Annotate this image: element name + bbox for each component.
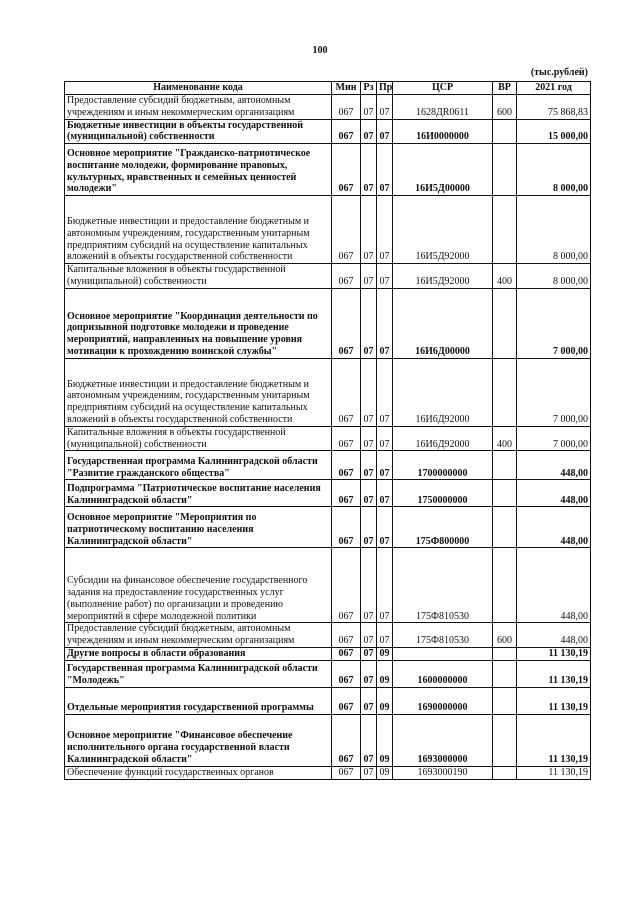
row-csr-cell: 1628ДR0611 (393, 95, 493, 120)
row-pr-cell: 07 (377, 480, 393, 507)
row-vr-cell (493, 507, 517, 548)
row-rz-cell: 07 (361, 451, 377, 480)
header-year: 2021 год (517, 82, 591, 95)
row-vr-cell (493, 119, 517, 144)
row-name-cell: Бюджетные инвестиции и предоставление бюджетным и автономным учреждениям, государственным унитарным предприятиям субсидий на осуществление капитальных вложений в объекты государственной собственности (65, 196, 332, 264)
row-name-cell: Обеспечение функций государственных органов (65, 766, 332, 779)
row-min-cell: 067 (332, 451, 361, 480)
row-rz-cell: 07 (361, 426, 377, 451)
row-vr-cell: 600 (493, 95, 517, 120)
row-pr-cell: 09 (377, 766, 393, 779)
row-rz-cell: 07 (361, 660, 377, 687)
row-vr-cell (493, 548, 517, 623)
row-name-cell: Другие вопросы в области образования (65, 647, 332, 660)
row-vr-cell (493, 660, 517, 687)
page-number: 100 (312, 45, 328, 56)
row-rz-cell: 07 (361, 144, 377, 196)
row-csr-cell: 1600000000 (393, 660, 493, 687)
row-name-cell: Основное мероприятие "Мероприятия по патриотическому воспитанию населения Калининградской области" (65, 507, 332, 548)
row-vr-cell: 400 (493, 426, 517, 451)
table-row (65, 623, 591, 648)
row-csr-cell: 16И5Д92000 (393, 264, 493, 289)
units-label: (тыс.рублей) (530, 67, 588, 78)
row-vr-cell (493, 766, 517, 779)
row-pr-cell: 07 (377, 264, 393, 289)
row-rz-cell: 07 (361, 647, 377, 660)
row-min-cell: 067 (332, 647, 361, 660)
row-vr-cell: 400 (493, 264, 517, 289)
header-name: Наименование кода (65, 82, 332, 95)
row-pr-cell: 07 (377, 548, 393, 623)
row-name-cell: Капитальные вложения в объекты государственной (муниципальной) собственности (65, 264, 332, 289)
row-csr-cell: 175Ф810530 (393, 548, 493, 623)
row-csr-cell: 16И6Д92000 (393, 358, 493, 426)
table-row (65, 95, 591, 120)
row-name-cell: Капитальные вложения в объекты государственной (муниципальной) собственности (65, 426, 332, 451)
table-row (65, 548, 591, 623)
row-name-cell: Бюджетные инвестиции в объекты государственной (муниципальной) собственности (65, 119, 332, 144)
row-csr-cell (393, 647, 493, 660)
row-rz-cell: 07 (361, 714, 377, 766)
row-rz-cell: 07 (361, 687, 377, 714)
row-min-cell: 067 (332, 687, 361, 714)
row-rz-cell: 07 (361, 95, 377, 120)
row-vr-cell: 600 (493, 623, 517, 648)
row-amount-cell: 448,00 (517, 623, 591, 648)
row-csr-cell: 16И5Д92000 (393, 196, 493, 264)
row-min-cell: 067 (332, 196, 361, 264)
row-pr-cell: 09 (377, 647, 393, 660)
row-min-cell: 067 (332, 426, 361, 451)
header-csr: ЦСР (393, 82, 493, 95)
header-pr: Пр (377, 82, 393, 95)
table-row (65, 119, 591, 144)
row-vr-cell (493, 480, 517, 507)
header-vr: ВР (493, 82, 517, 95)
row-pr-cell: 07 (377, 95, 393, 120)
row-rz-cell: 07 (361, 288, 377, 358)
row-name-cell: Предоставление субсидий бюджетным, автономным учреждениям и иным некоммерческим организациям (65, 95, 332, 120)
row-amount-cell: 11 130,19 (517, 714, 591, 766)
row-name-cell: Предоставление субсидий бюджетным, автономным учреждениям и иным некоммерческим организациям (65, 623, 332, 648)
row-vr-cell (493, 196, 517, 264)
row-amount-cell: 7 000,00 (517, 358, 591, 426)
row-csr-cell: 16И5Д00000 (393, 144, 493, 196)
table-header-row (65, 82, 591, 95)
row-vr-cell (493, 451, 517, 480)
table-row (65, 687, 591, 714)
row-amount-cell: 7 000,00 (517, 288, 591, 358)
row-vr-cell (493, 144, 517, 196)
row-amount-cell: 11 130,19 (517, 647, 591, 660)
row-min-cell: 067 (332, 95, 361, 120)
table-row (65, 660, 591, 687)
row-name-cell: Государственная программа Калининградской области "Молодежь" (65, 660, 332, 687)
row-csr-cell: 1690000000 (393, 687, 493, 714)
row-amount-cell: 8 000,00 (517, 144, 591, 196)
table-row (65, 766, 591, 779)
row-vr-cell (493, 288, 517, 358)
row-vr-cell (493, 687, 517, 714)
row-amount-cell: 448,00 (517, 451, 591, 480)
row-amount-cell: 448,00 (517, 507, 591, 548)
row-min-cell: 067 (332, 507, 361, 548)
table-row (65, 144, 591, 196)
row-name-cell: Основное мероприятие "Координация деятельности по допризывной подготовке молодежи и проведение мероприятий, направленных на повышение уровня мотивации к прохождению воинской службы" (65, 288, 332, 358)
row-rz-cell: 07 (361, 264, 377, 289)
row-rz-cell: 07 (361, 196, 377, 264)
row-name-cell: Субсидии на финансовое обеспечение государственного задания на предоставление государственных услуг (выполнение работ) по организации и проведению мероприятий в сфере молодежной политики (65, 548, 332, 623)
row-pr-cell: 07 (377, 426, 393, 451)
header-min: Мин (332, 82, 361, 95)
row-csr-cell: 1693000000 (393, 714, 493, 766)
table-row (65, 358, 591, 426)
budget-table (64, 81, 591, 780)
row-vr-cell (493, 647, 517, 660)
row-rz-cell: 07 (361, 766, 377, 779)
row-rz-cell: 07 (361, 507, 377, 548)
row-csr-cell: 16И6Д00000 (393, 288, 493, 358)
table-row (65, 426, 591, 451)
row-csr-cell: 175Ф810530 (393, 623, 493, 648)
row-min-cell: 067 (332, 480, 361, 507)
row-csr-cell: 1750000000 (393, 480, 493, 507)
row-pr-cell: 09 (377, 660, 393, 687)
table-row (65, 288, 591, 358)
row-amount-cell: 15 000,00 (517, 119, 591, 144)
row-pr-cell: 09 (377, 687, 393, 714)
row-amount-cell: 75 868,83 (517, 95, 591, 120)
row-name-cell: Бюджетные инвестиции и предоставление бюджетным и автономным учреждениям, государственным унитарным предприятиям субсидий на осуществление капитальных вложений в объекты государственной собственности (65, 358, 332, 426)
row-amount-cell: 11 130,19 (517, 687, 591, 714)
row-pr-cell: 07 (377, 358, 393, 426)
table-row (65, 647, 591, 660)
row-csr-cell: 16И6Д92000 (393, 426, 493, 451)
table-row (65, 507, 591, 548)
row-amount-cell: 448,00 (517, 480, 591, 507)
row-amount-cell: 11 130,19 (517, 766, 591, 779)
table-row (65, 264, 591, 289)
table-row (65, 451, 591, 480)
row-pr-cell: 07 (377, 451, 393, 480)
row-amount-cell: 8 000,00 (517, 264, 591, 289)
row-min-cell: 067 (332, 623, 361, 648)
row-name-cell: Отдельные мероприятия государственной программы (65, 687, 332, 714)
row-min-cell: 067 (332, 548, 361, 623)
row-name-cell: Государственная программа Калининградской области "Развитие гражданского общества" (65, 451, 332, 480)
row-csr-cell: 175Ф800000 (393, 507, 493, 548)
row-rz-cell: 07 (361, 548, 377, 623)
table-row (65, 480, 591, 507)
row-amount-cell: 7 000,00 (517, 426, 591, 451)
row-rz-cell: 07 (361, 119, 377, 144)
row-amount-cell: 448,00 (517, 548, 591, 623)
row-min-cell: 067 (332, 714, 361, 766)
row-vr-cell (493, 358, 517, 426)
row-pr-cell: 09 (377, 714, 393, 766)
row-rz-cell: 07 (361, 623, 377, 648)
row-pr-cell: 07 (377, 144, 393, 196)
row-rz-cell: 07 (361, 480, 377, 507)
row-vr-cell (493, 714, 517, 766)
row-min-cell: 067 (332, 264, 361, 289)
row-pr-cell: 07 (377, 119, 393, 144)
row-csr-cell: 1693000190 (393, 766, 493, 779)
row-amount-cell: 8 000,00 (517, 196, 591, 264)
row-name-cell: Подпрограмма "Патриотическое воспитание населения Калининградской области" (65, 480, 332, 507)
table-row (65, 714, 591, 766)
row-csr-cell: 16И0000000 (393, 119, 493, 144)
row-pr-cell: 07 (377, 196, 393, 264)
row-name-cell: Основное мероприятие "Гражданско-патриотическое воспитание молодежи, формирование правовых, культурных, нравственных и семейных ценностей молодежи" (65, 144, 332, 196)
row-min-cell: 067 (332, 358, 361, 426)
row-pr-cell: 07 (377, 288, 393, 358)
row-rz-cell: 07 (361, 358, 377, 426)
row-amount-cell: 11 130,19 (517, 660, 591, 687)
row-min-cell: 067 (332, 119, 361, 144)
row-pr-cell: 07 (377, 623, 393, 648)
row-min-cell: 067 (332, 766, 361, 779)
row-min-cell: 067 (332, 288, 361, 358)
row-pr-cell: 07 (377, 507, 393, 548)
row-csr-cell: 1700000000 (393, 451, 493, 480)
header-rz: Рз (361, 82, 377, 95)
table-row (65, 196, 591, 264)
row-min-cell: 067 (332, 144, 361, 196)
row-min-cell: 067 (332, 660, 361, 687)
row-name-cell: Основное мероприятие "Финансовое обеспечение исполнительного органа государственной власти Калининградской области" (65, 714, 332, 766)
